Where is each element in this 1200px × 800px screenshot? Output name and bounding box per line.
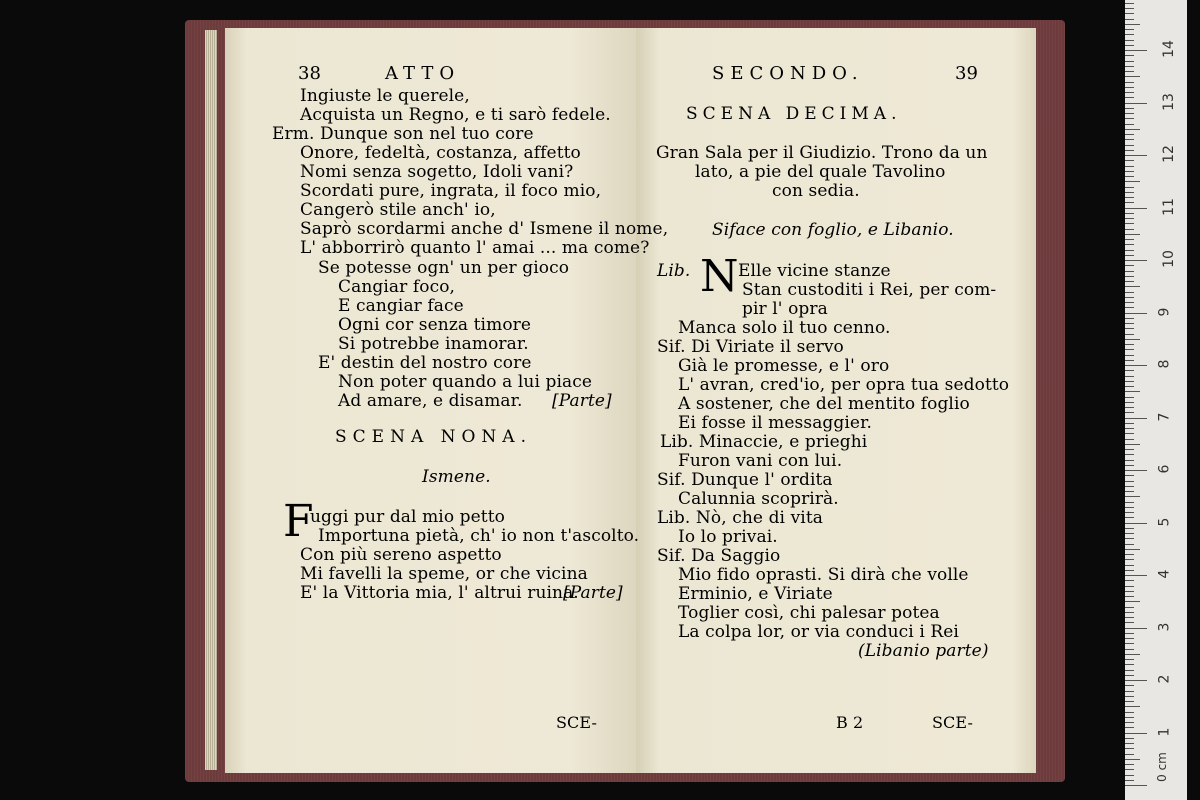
ruler-tick: [1125, 76, 1140, 77]
ruler-tick: [1125, 654, 1140, 655]
ruler-tick: [1125, 559, 1134, 560]
ruler-tick: [1125, 313, 1147, 314]
left-page-number: 38: [298, 63, 322, 84]
ruler-tick: [1125, 512, 1134, 513]
ruler-tick: [1125, 218, 1134, 219]
ruler-number: 5: [1156, 517, 1173, 526]
left-scene-line: Con più sereno aspetto: [300, 545, 502, 565]
ruler-tick: [1125, 103, 1147, 104]
left-scene-line: [Parte]: [563, 583, 623, 603]
left-text-line: Ogni cor senza timore: [338, 315, 532, 335]
ruler-tick: [1125, 97, 1134, 98]
ruler-tick: [1125, 717, 1134, 718]
ruler-tick: [1125, 197, 1134, 198]
ruler-tick: [1125, 575, 1147, 576]
ruler-tick: [1125, 517, 1134, 518]
ruler-tick: [1125, 675, 1134, 676]
ruler-tick: [1125, 271, 1134, 272]
ruler-tick: [1125, 523, 1147, 524]
ruler-tick: [1125, 580, 1134, 581]
ruler-tick: [1125, 8, 1134, 9]
ruler-tick: [1125, 360, 1134, 361]
ruler-tick: [1125, 297, 1134, 298]
ruler-tick: [1125, 355, 1134, 356]
ruler-tick: [1125, 785, 1147, 786]
right-setting-line: Gran Sala per il Giudizio. Trono da un: [656, 143, 988, 163]
ruler-tick: [1125, 381, 1134, 382]
ruler-tick: [1125, 250, 1134, 251]
ruler-tick: [1125, 733, 1147, 734]
ruler-number: 8: [1156, 359, 1173, 369]
ruler-tick: [1125, 738, 1134, 739]
ruler-tick: [1125, 71, 1134, 72]
ruler-tick: [1125, 208, 1147, 209]
ruler-tick: [1125, 528, 1134, 529]
right-text-line: Calunnia scoprirà.: [678, 489, 839, 509]
right-text-line: Ei fosse il messaggier.: [678, 413, 872, 433]
ruler-tick: [1125, 759, 1140, 760]
ruler-tick: [1125, 139, 1134, 140]
ruler-tick: [1125, 538, 1134, 539]
ruler-tick: [1125, 234, 1140, 235]
right-text-line: Stan custoditi i Rei, per com-: [742, 280, 997, 300]
ruler-tick: [1125, 29, 1134, 30]
ruler-tick: [1125, 601, 1140, 602]
ruler-tick: [1125, 460, 1134, 461]
ruler-tick: [1125, 244, 1134, 245]
ruler-tick: [1125, 13, 1134, 14]
left-text-line: Ad amare, e disamar.: [338, 391, 523, 411]
scale-ruler: [1125, 0, 1187, 800]
ruler-number: 13: [1160, 92, 1177, 111]
ruler-tick: [1125, 706, 1140, 707]
left-text-line: [Parte]: [552, 391, 612, 411]
right-text-line: Io lo privai.: [678, 527, 778, 547]
ruler-tick: [1125, 82, 1134, 83]
ruler-tick: [1125, 192, 1134, 193]
ruler-tick: [1125, 496, 1140, 497]
ruler-tick: [1125, 255, 1134, 256]
ruler-tick: [1125, 748, 1134, 749]
ruler-tick: [1125, 418, 1147, 419]
right-text-line: A sostener, che del mentito foglio: [678, 394, 970, 414]
left-scene-line: uggi pur dal mio petto: [310, 507, 506, 527]
right-text-line: Lib.: [657, 261, 691, 281]
ruler-tick: [1125, 334, 1134, 335]
ruler-tick: [1125, 533, 1134, 534]
ruler-tick: [1125, 628, 1147, 629]
ruler-tick: [1125, 45, 1134, 46]
ruler-number: 7: [1156, 412, 1173, 421]
ruler-tick: [1125, 108, 1134, 109]
ruler-tick: [1125, 701, 1134, 702]
ruler-tick: [1125, 202, 1134, 203]
ruler-tick: [1125, 664, 1134, 665]
right-running-head: SECONDO.: [712, 63, 864, 84]
left-text-line: Erm. Dunque son nel tuo core: [272, 124, 534, 144]
ruler-tick: [1125, 276, 1134, 277]
ruler-tick: [1125, 775, 1134, 776]
right-catchword: SCE-: [932, 713, 973, 732]
ruler-number: 12: [1160, 145, 1177, 163]
ruler-tick: [1125, 118, 1134, 119]
ruler-tick: [1125, 365, 1147, 366]
ruler-tick: [1125, 34, 1134, 35]
ruler-tick: [1125, 491, 1134, 492]
right-text-line: Manca solo il tuo cenno.: [678, 318, 891, 338]
ruler-tick: [1125, 349, 1134, 350]
ruler-tick: [1125, 307, 1134, 308]
left-running-head: ATTO: [385, 63, 461, 84]
ruler-tick: [1125, 433, 1134, 434]
ruler-number: 10: [1160, 250, 1177, 268]
ruler-tick: [1125, 176, 1134, 177]
ruler-tick: [1125, 3, 1134, 4]
ruler-tick: [1125, 743, 1134, 744]
ruler-number: 1: [1156, 727, 1173, 736]
left-scene-line: Mi favelli la speme, or che vicina: [300, 564, 588, 584]
ruler-tick: [1125, 397, 1134, 398]
left-text-line: L' abborrirò quanto l' amai ... ma come?: [300, 238, 650, 258]
left-text-line: E' destin del nostro core: [318, 353, 532, 373]
left-text-line: Non poter quando a lui piace: [338, 372, 593, 392]
ruler-tick: [1125, 113, 1134, 114]
ruler-tick: [1125, 19, 1134, 20]
ruler-number: 9: [1156, 307, 1173, 316]
ruler-tick: [1125, 171, 1134, 172]
left-text-line: Acquista un Regno, e ti sarò fedele.: [300, 105, 611, 125]
left-text-line: Saprò scordarmi anche d' Ismene il nome,: [300, 219, 669, 239]
ruler-tick: [1125, 607, 1134, 608]
ruler-tick: [1125, 129, 1140, 130]
right-text-line: Lib. Nò, che di vita: [657, 508, 823, 528]
right-text-line: pir l' opra: [742, 299, 828, 319]
ruler-tick: [1125, 617, 1134, 618]
ruler-tick: [1125, 124, 1134, 125]
right-text-line: Mio fido oprasti. Si dirà che volle: [678, 565, 969, 585]
ruler-number: 6: [1156, 464, 1173, 474]
ruler-tick: [1125, 754, 1134, 755]
ruler-number: 11: [1160, 197, 1177, 216]
ruler-tick: [1125, 407, 1134, 408]
ruler-tick: [1125, 87, 1134, 88]
ruler-tick: [1125, 544, 1134, 545]
ruler-tick: [1125, 764, 1134, 765]
ruler-tick: [1125, 160, 1134, 161]
ruler-tick: [1125, 549, 1140, 550]
ruler-tick: [1125, 181, 1140, 182]
ruler-tick: [1125, 292, 1134, 293]
right-setting-line: con sedia.: [772, 181, 860, 201]
ruler-tick: [1125, 670, 1134, 671]
left-text-line: Cangiar foco,: [338, 277, 456, 297]
ruler-tick: [1125, 449, 1134, 450]
ruler-tick: [1125, 265, 1134, 266]
ruler-tick: [1125, 344, 1134, 345]
left-text-line: Se potesse ogn' un per gioco: [318, 258, 570, 278]
right-drop-cap: N: [700, 251, 739, 302]
ruler-number: 4: [1156, 569, 1173, 579]
ruler-tick: [1125, 691, 1134, 692]
right-setting-line: lato, a pie del quale Tavolino: [695, 162, 946, 182]
ruler-tick: [1125, 680, 1147, 681]
ruler-tick: [1125, 712, 1134, 713]
right-text-line: Sif. Di Viriate il servo: [657, 337, 844, 357]
ruler-tick: [1125, 376, 1134, 377]
left-text-line: E cangiar face: [338, 296, 464, 316]
ruler-number: 2: [1156, 674, 1173, 684]
left-scene-line: E' la Vittoria mia, l' altrui ruina.: [300, 583, 579, 603]
ruler-tick: [1125, 423, 1134, 424]
ruler-tick: [1125, 685, 1134, 686]
ruler-tick: [1125, 402, 1134, 403]
ruler-tick: [1125, 187, 1134, 188]
left-text-line: Nomi senza sogetto, Idoli vani?: [300, 162, 574, 182]
ruler-tick: [1125, 596, 1134, 597]
ruler-tick: [1125, 465, 1134, 466]
right-characters: Siface con foglio, e Libanio.: [712, 220, 954, 240]
ruler-tick: [1125, 554, 1134, 555]
page-edges: [205, 30, 217, 770]
ruler-tick: [1125, 323, 1134, 324]
right-scene-heading: SCENA DECIMA.: [686, 104, 902, 124]
ruler-tick: [1125, 328, 1134, 329]
ruler-tick: [1125, 223, 1134, 224]
left-text-line: Onore, fedeltà, costanza, affetto: [300, 143, 581, 163]
ruler-tick: [1125, 213, 1134, 214]
left-drop-cap: F: [283, 496, 314, 547]
ruler-tick: [1125, 150, 1134, 151]
left-catchword: SCE-: [556, 713, 597, 732]
ruler-tick: [1125, 470, 1147, 471]
ruler-tick: [1125, 649, 1134, 650]
ruler-tick: [1125, 586, 1134, 587]
right-text-line: Furon vani con lui.: [678, 451, 843, 471]
ruler-tick: [1125, 281, 1134, 282]
ruler-tick: [1125, 444, 1140, 445]
right-text-line: Toglier così, chi palesar potea: [678, 603, 940, 623]
ruler-tick: [1125, 145, 1134, 146]
ruler-tick: [1125, 386, 1134, 387]
ruler-number: 14: [1160, 40, 1177, 58]
right-text-line: Sif. Da Saggio: [657, 546, 781, 566]
ruler-tick: [1125, 570, 1134, 571]
ruler-tick: [1125, 318, 1134, 319]
ruler-number: 3: [1156, 622, 1173, 631]
ruler-tick: [1125, 486, 1134, 487]
right-signature: B 2: [836, 713, 864, 732]
ruler-tick: [1125, 166, 1134, 167]
ruler-tick: [1125, 92, 1134, 93]
ruler-tick: [1125, 66, 1134, 67]
left-scene-heading: SCENA NONA.: [335, 427, 532, 447]
ruler-tick: [1125, 134, 1134, 135]
ruler-tick: [1125, 722, 1134, 723]
ruler-tick: [1125, 475, 1134, 476]
ruler-tick: [1125, 40, 1134, 41]
right-text-line: Lib. Minaccie, e prieghi: [660, 432, 868, 452]
right-text-line: Sif. Dunque l' ordita: [657, 470, 833, 490]
left-text-line: Ingiuste le querele,: [300, 86, 470, 106]
right-text-line: L' avran, cred'io, per opra tua sedotto: [678, 375, 1010, 395]
ruler-tick: [1125, 659, 1134, 660]
ruler-unit-label: 0 cm: [1154, 752, 1169, 782]
ruler-tick: [1125, 370, 1134, 371]
ruler-tick: [1125, 286, 1140, 287]
ruler-tick: [1125, 502, 1134, 503]
ruler-tick: [1125, 769, 1134, 770]
ruler-tick: [1125, 439, 1134, 440]
ruler-tick: [1125, 622, 1134, 623]
right-text-line: Già le promesse, e l' oro: [678, 356, 890, 376]
right-text-line: Erminio, e Viriate: [678, 584, 833, 604]
left-text-line: Cangerò stile anch' io,: [300, 200, 496, 220]
ruler-tick: [1125, 633, 1134, 634]
right-text-line: (Libanio parte): [858, 641, 989, 661]
left-text-line: Scordati pure, ingrata, il foco mio,: [300, 181, 602, 201]
ruler-tick: [1125, 612, 1134, 613]
ruler-tick: [1125, 591, 1134, 592]
ruler-tick: [1125, 391, 1140, 392]
ruler-tick: [1125, 643, 1134, 644]
right-text-line: Elle vicine stanze: [738, 261, 891, 281]
ruler-tick: [1125, 507, 1134, 508]
ruler-tick: [1125, 428, 1134, 429]
ruler-tick: [1125, 339, 1140, 340]
ruler-tick: [1125, 61, 1134, 62]
ruler-tick: [1125, 727, 1134, 728]
ruler-tick: [1125, 780, 1134, 781]
ruler-tick: [1125, 565, 1134, 566]
left-scene-line: Importuna pietà, ch' io non t'ascolto.: [318, 526, 640, 546]
right-text-line: La colpa lor, or via conduci i Rei: [678, 622, 959, 642]
ruler-tick: [1125, 481, 1134, 482]
ruler-tick: [1125, 260, 1147, 261]
ruler-tick: [1125, 412, 1134, 413]
ruler-tick: [1125, 302, 1134, 303]
left-text-line: Si potrebbe inamorar.: [338, 334, 529, 354]
left-character-name: Ismene.: [422, 467, 491, 487]
right-page-number: 39: [955, 63, 979, 84]
ruler-tick: [1125, 229, 1134, 230]
ruler-tick: [1125, 155, 1147, 156]
ruler-tick: [1125, 50, 1147, 51]
ruler-tick: [1125, 638, 1134, 639]
ruler-tick: [1125, 55, 1134, 56]
ruler-tick: [1125, 454, 1134, 455]
ruler-tick: [1125, 24, 1140, 25]
ruler-tick: [1125, 239, 1134, 240]
ruler-tick: [1125, 696, 1134, 697]
